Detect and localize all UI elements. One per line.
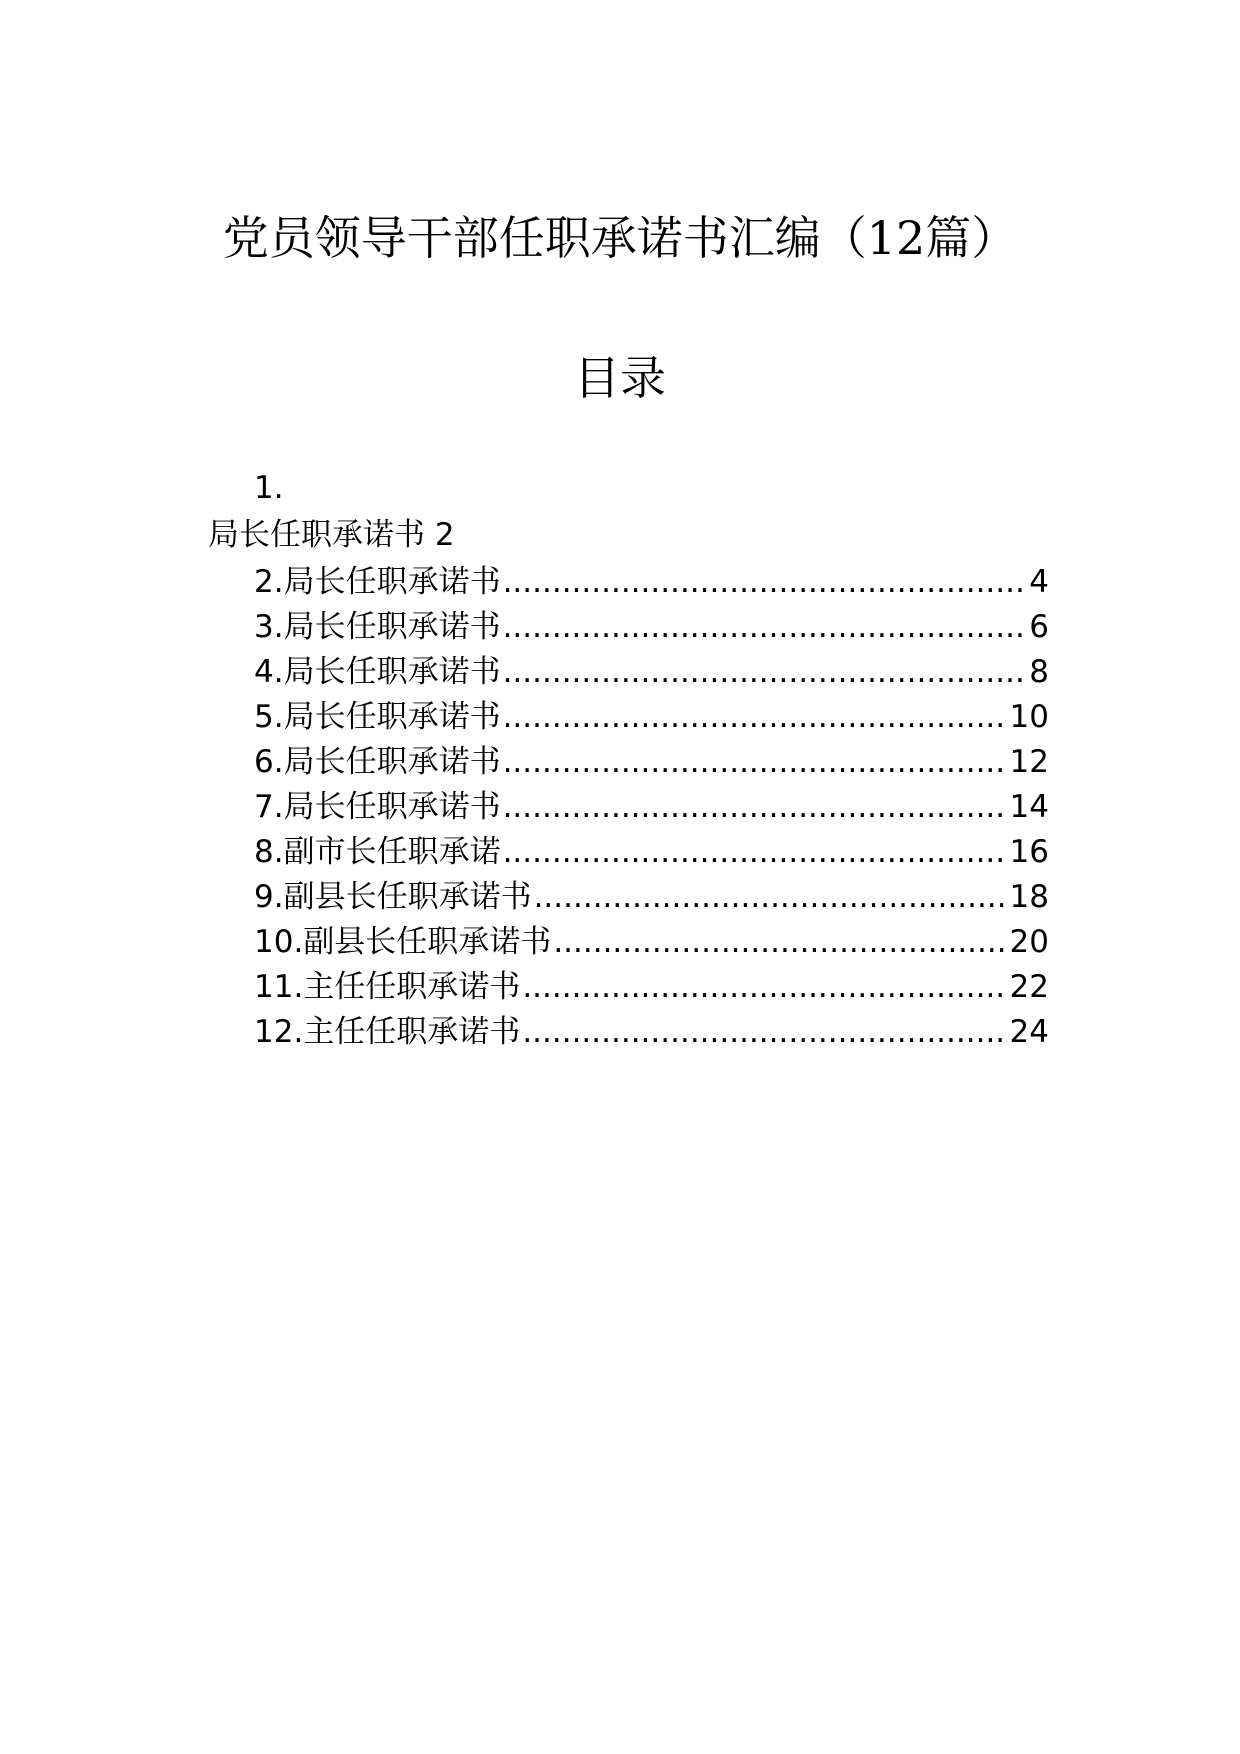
toc-entry-title: 局长任职承诺书 [283,654,501,690]
toc-entry[interactable] [254,697,1049,737]
toc-leader [503,787,1008,827]
toc-entry-title: 局长任职承诺书 [283,609,501,645]
title-number: 12 [866,211,926,265]
toc-heading: 目录 [574,351,666,405]
toc-entry-title: 局长任职承诺书 [283,699,501,735]
toc-entry[interactable] [254,1012,1049,1052]
toc-entry-number: 2. [254,564,284,600]
toc-entry-page: 12 [1009,744,1049,780]
toc-leader [503,697,1008,737]
toc-entry-number: 6. [254,744,284,780]
toc-entry-page: 16 [1009,834,1049,870]
toc-first-page: 2 [434,517,455,553]
title-suffix: 篇） [925,211,1018,265]
toc-entry[interactable] [254,877,1049,917]
toc-entry[interactable] [254,922,1049,962]
toc-entry-number: 12. [254,1014,304,1050]
toc-leader [503,742,1008,782]
toc-entry-page: 18 [1009,879,1049,915]
toc-leader [503,562,1028,602]
toc-entry-number: 8. [254,834,284,870]
toc-entry-title: 局长任职承诺书 [283,789,501,825]
toc-first-title: 局长任职承诺书 [208,517,425,553]
toc-entry-number: 5. [254,699,284,735]
toc-entry-title: 局长任职承诺书 [283,564,501,600]
toc-entry[interactable] [254,562,1049,602]
toc-entry[interactable] [254,742,1049,782]
toc-entry-page: 14 [1009,789,1049,825]
toc-entry[interactable] [254,787,1049,827]
toc-entry-page: 10 [1009,699,1049,735]
toc-leader [522,1012,1007,1052]
toc-leader [503,607,1028,647]
toc-entry-number: 7. [254,789,284,825]
toc-leader [553,922,1007,962]
toc-leader [503,652,1028,692]
toc-entry-title: 主任任职承诺书 [303,969,521,1005]
toc-entry-page: 8 [1029,654,1049,690]
toc-entry[interactable] [254,832,1049,872]
toc-entry-number: 11. [254,969,304,1005]
toc-entry-number: 3. [254,609,284,645]
toc-entry-title: 局长任职承诺书 [283,744,501,780]
toc-entry-page: 20 [1009,924,1049,960]
toc-entry-page: 4 [1029,564,1049,600]
toc-first-entry[interactable] [208,515,455,555]
toc-entry[interactable] [254,652,1049,692]
toc-entry[interactable] [254,967,1049,1007]
toc-leader [522,967,1007,1007]
toc-entry-number: 10. [254,924,304,960]
document-title [0,208,1240,268]
toc-entry-title: 副县长任职承诺书 [303,924,552,960]
toc-leader [503,832,1008,872]
toc-entry[interactable] [254,607,1049,647]
toc-entry-title: 副市长任职承诺 [283,834,501,870]
toc-entry-title: 主任任职承诺书 [303,1014,521,1050]
toc-entry-page: 24 [1009,1014,1049,1050]
toc-entry-page: 22 [1009,969,1049,1005]
toc-entry-page: 6 [1029,609,1049,645]
toc-leader [534,877,1008,917]
toc-entry-number: 9. [254,879,284,915]
title-main: 党员领导干部任职承诺书汇编（ [222,211,867,265]
toc-entry-number: 4. [254,654,284,690]
toc-first-number: 1. [254,470,284,506]
toc-entry-title: 副县长任职承诺书 [283,879,532,915]
